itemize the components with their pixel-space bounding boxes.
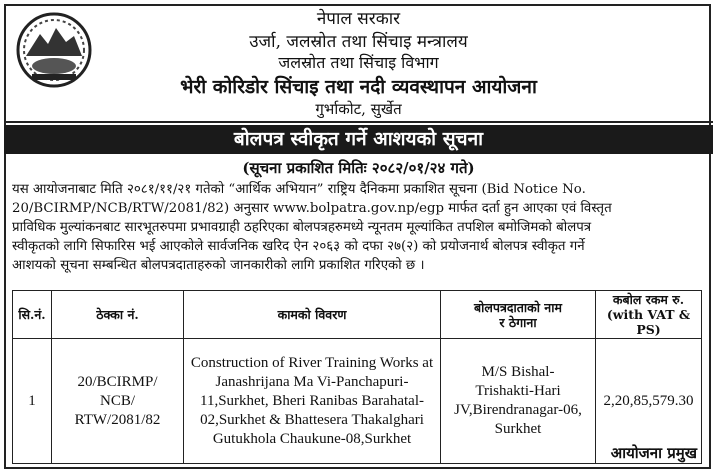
cell-sn: 1 bbox=[13, 339, 52, 464]
header-amount-l2: (with VAT & PS) bbox=[606, 307, 691, 337]
cell-bidder: M/S Bishal-Trishakti-Hari JV,Birendranagar-06, Surkhet bbox=[441, 339, 596, 464]
table-header-row bbox=[13, 291, 702, 339]
department-name: जलस्रोत तथा सिंचाइ विभाग bbox=[278, 53, 439, 72]
header-amount-l1: कबोल रकम रु. bbox=[612, 292, 685, 307]
body-line: प्राविधिक मुल्यांकनबाट सारभूतरुपमा प्रभावग्राही ठहरिएका बोलपत्रहरुमध्ये न्यूनतम मूल्यांकित तपशिल बमोजिमको बोलपत्र bbox=[12, 220, 592, 235]
notice-body bbox=[12, 180, 705, 275]
cell-contract: 20/BCIRMP/ NCB/ RTW/2081/82 bbox=[52, 339, 184, 464]
body-line: 20/BCIRMP/NCB/RTW/2081/82) अनुसार www.bolpatra.gov.np/egp मार्फत दर्ता हुन आएका एवं विस्तृत bbox=[12, 201, 612, 216]
project-name: भेरी कोरिडोर सिंचाइ तथा नदी व्यवस्थापन आयोजना bbox=[180, 76, 537, 98]
gov-name: नेपाल सरकार bbox=[316, 9, 401, 29]
header-divider bbox=[4, 121, 713, 123]
ministry-name: उर्जा, जलस्रोत तथा सिंचाइ मन्त्रालय bbox=[249, 32, 468, 52]
table-row bbox=[13, 339, 702, 464]
body-line: यस आयोजनाबाट मिति २०८१/११/२१ गतेको “आर्थिक अभियान” राष्ट्रिय दैनिकमा प्रकाशित सूचना (Bid Notice No. bbox=[12, 182, 586, 197]
header-bidder-l1: बोलपत्रदाताको नाम bbox=[474, 299, 562, 315]
header-work: कामको विवरण bbox=[184, 291, 441, 339]
body-line: आशयको सूचना सम्बन्धित बोलपत्रदाताहरुको जानकारीको लागि प्रकाशित गरिएको छ । bbox=[12, 258, 425, 273]
header-bidder bbox=[441, 291, 596, 339]
signatory-title: आयोजना प्रमुख bbox=[610, 444, 697, 462]
header-sn: सि.नं. bbox=[13, 291, 52, 339]
header-amount bbox=[596, 291, 702, 339]
header-bidder-l2: र ठेगाना bbox=[499, 314, 537, 330]
body-line: स्वीकृतको लागि सिफारिस भई आएकोले सार्वजनिक खरिद ऐन २०६३ को दफा २७(२) को प्रयोजनार्थ बोलपत्र स्वीकृत गर्ने bbox=[12, 239, 585, 254]
cell-amount: 2,20,85,579.30 bbox=[596, 339, 702, 464]
notice-title: बोलपत्र स्वीकृत गर्ने आशयको सूचना bbox=[4, 125, 713, 154]
header-contract: ठेक्का नं. bbox=[52, 291, 184, 339]
publication-date: (सूचना प्रकाशित मितिः २०८२/०१/२४ गते) bbox=[242, 159, 475, 177]
cell-work: Construction of River Training Works at Janashrijana Ma Vi-Panchapuri-11,Surkhet, Bheri Ranibas Barahatal-02,Surkhet & Bhattesera Thakalghari Gutukhola Chaukune-08,Surkhet bbox=[184, 339, 441, 464]
bid-table bbox=[12, 290, 702, 464]
project-location: गुर्भाकोट, सुर्खेत bbox=[315, 100, 402, 118]
